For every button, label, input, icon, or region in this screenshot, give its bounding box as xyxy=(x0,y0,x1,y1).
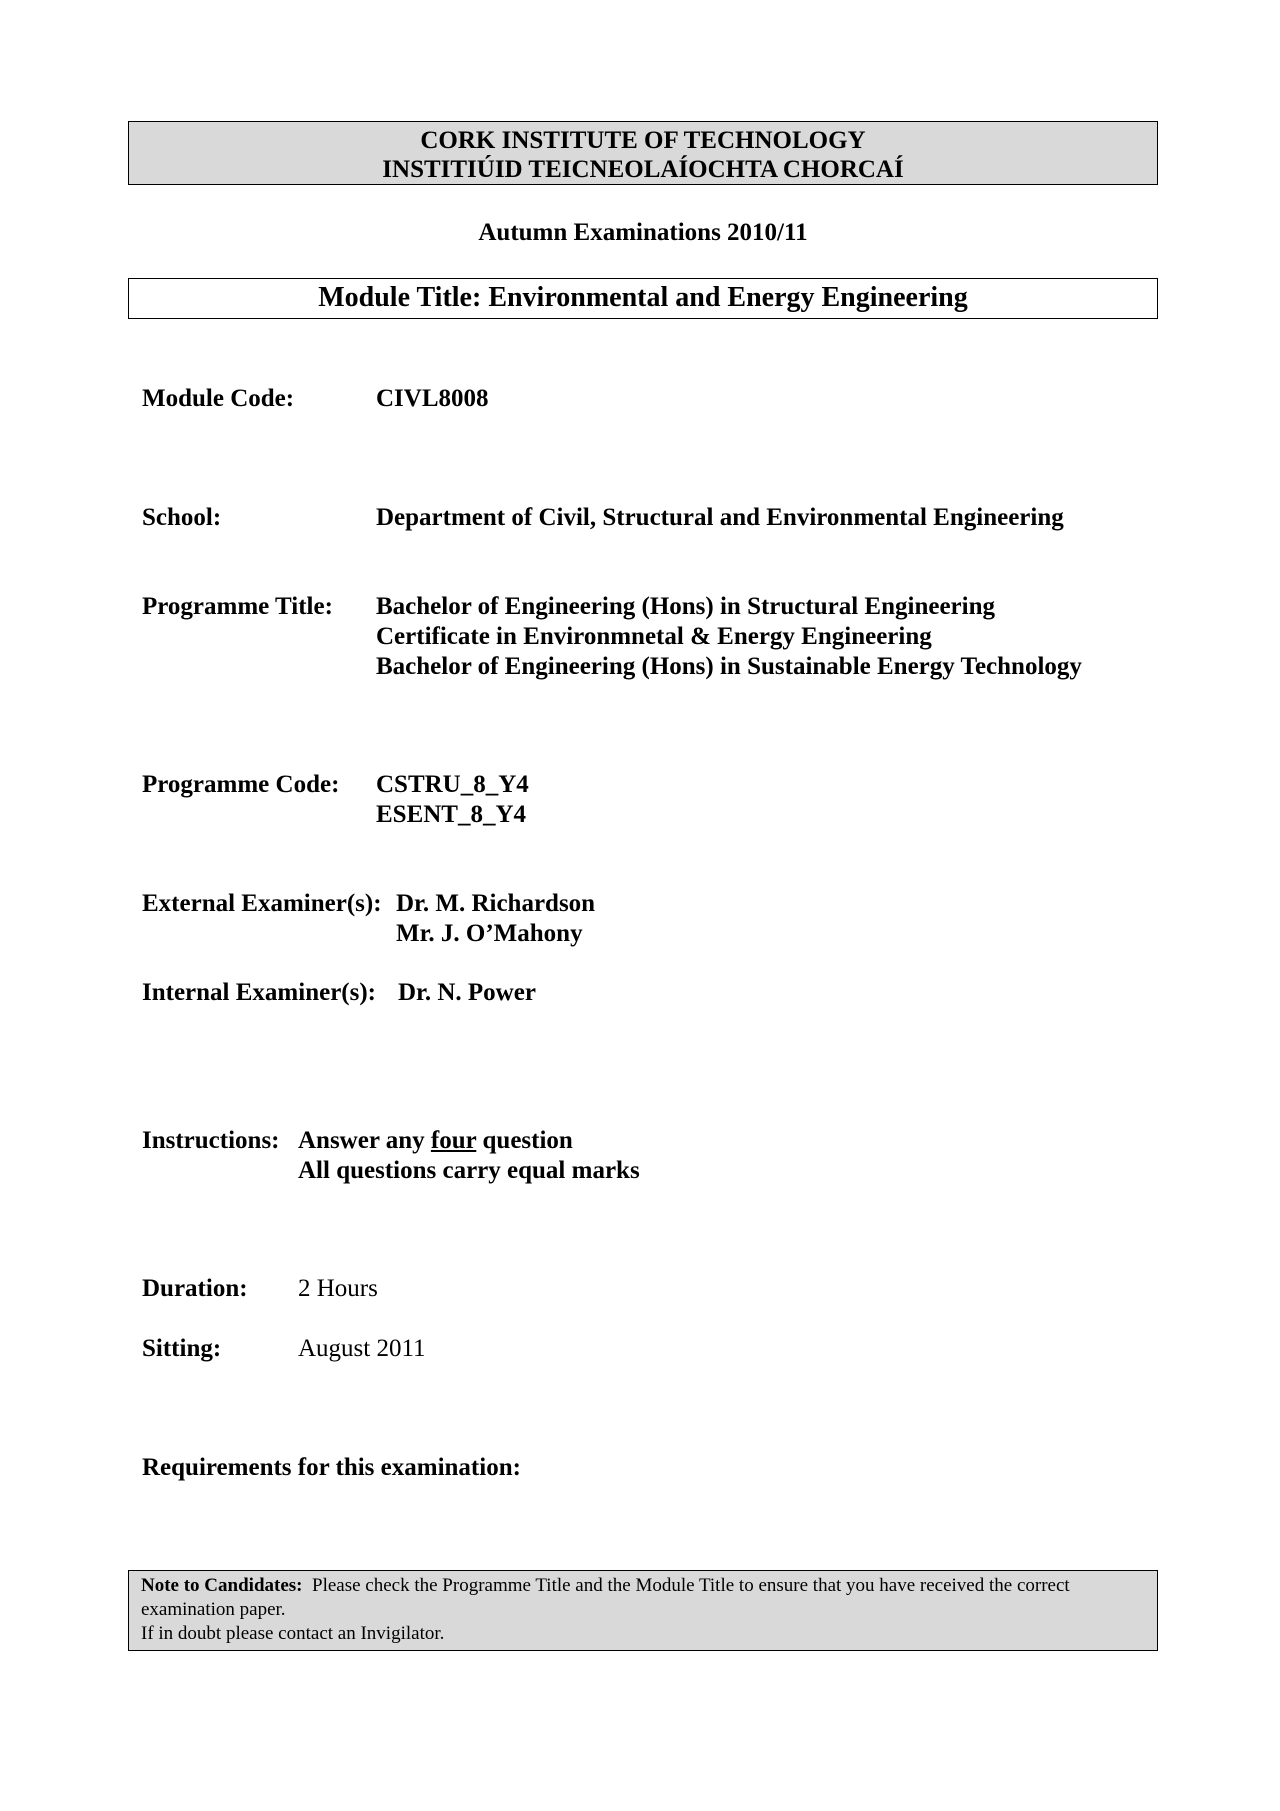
note-line-2: If in doubt please contact an Invigilator. xyxy=(141,1623,445,1644)
external-examiners-values xyxy=(396,889,595,949)
exam-session: Autumn Examinations 2010/11 xyxy=(478,219,808,246)
instructions-text xyxy=(298,1126,640,1186)
module-title: Module Title: Environmental and Energy Engineering xyxy=(128,278,1158,319)
school-value: Department of Civil, Structural and Environmental Engineering xyxy=(376,504,1064,531)
programme-code-values xyxy=(376,770,529,830)
note-text: Please check the Programme Title and the Module Title to ensure that you have received the correct examination paper. xyxy=(141,1575,1070,1620)
programme-title-line: Bachelor of Engineering (Hons) in Sustainable Energy Technology xyxy=(376,653,1082,680)
duration-value: 2 Hours xyxy=(298,1275,378,1302)
sitting-label: Sitting: xyxy=(142,1335,222,1362)
programme-title-values xyxy=(376,592,1082,682)
programme-code-line: ESENT_8_Y4 xyxy=(376,801,527,828)
requirements-label: Requirements for this examination: xyxy=(142,1454,521,1481)
external-examiners-label: External Examiner(s): xyxy=(142,890,382,917)
instructions-text-after: question xyxy=(476,1127,573,1154)
module-code-value: CIVL8008 xyxy=(376,385,489,412)
instructions-text-before: Answer any xyxy=(298,1127,431,1154)
programme-title-line: Certificate in Environmnetal & Energy Engineering xyxy=(376,623,932,650)
programme-title-line: Bachelor of Engineering (Hons) in Structural Engineering xyxy=(376,593,995,620)
module-code-label: Module Code: xyxy=(142,385,295,412)
instructions-line-2: All questions carry equal marks xyxy=(298,1157,640,1184)
institution-name-ga: INSTITIÚID TEICNEOLAÍOCHTA CHORCAÍ xyxy=(382,156,904,183)
duration-label: Duration: xyxy=(142,1275,248,1302)
institution-header xyxy=(128,121,1158,185)
note-paragraph xyxy=(141,1574,1145,1622)
programme-code-label: Programme Code: xyxy=(142,771,340,798)
sitting-value: August 2011 xyxy=(298,1335,426,1362)
internal-examiners-label: Internal Examiner(s): xyxy=(142,979,376,1006)
institution-name-en: CORK INSTITUTE OF TECHNOLOGY xyxy=(420,127,866,154)
instructions-line-1 xyxy=(298,1126,640,1156)
note-label: Note to Candidates: xyxy=(141,1575,303,1596)
external-examiner-name: Dr. M. Richardson xyxy=(396,890,596,917)
programme-code-line: CSTRU_8_Y4 xyxy=(376,771,529,798)
instructions-emphasis: four xyxy=(430,1127,477,1154)
programme-title-label: Programme Title: xyxy=(142,593,333,620)
note-to-candidates xyxy=(128,1570,1158,1651)
instructions-label: Instructions: xyxy=(142,1127,280,1154)
internal-examiner-name: Dr. N. Power xyxy=(398,979,536,1006)
school-label: School: xyxy=(142,504,222,531)
external-examiner-name: Mr. J. O’Mahony xyxy=(396,920,583,947)
